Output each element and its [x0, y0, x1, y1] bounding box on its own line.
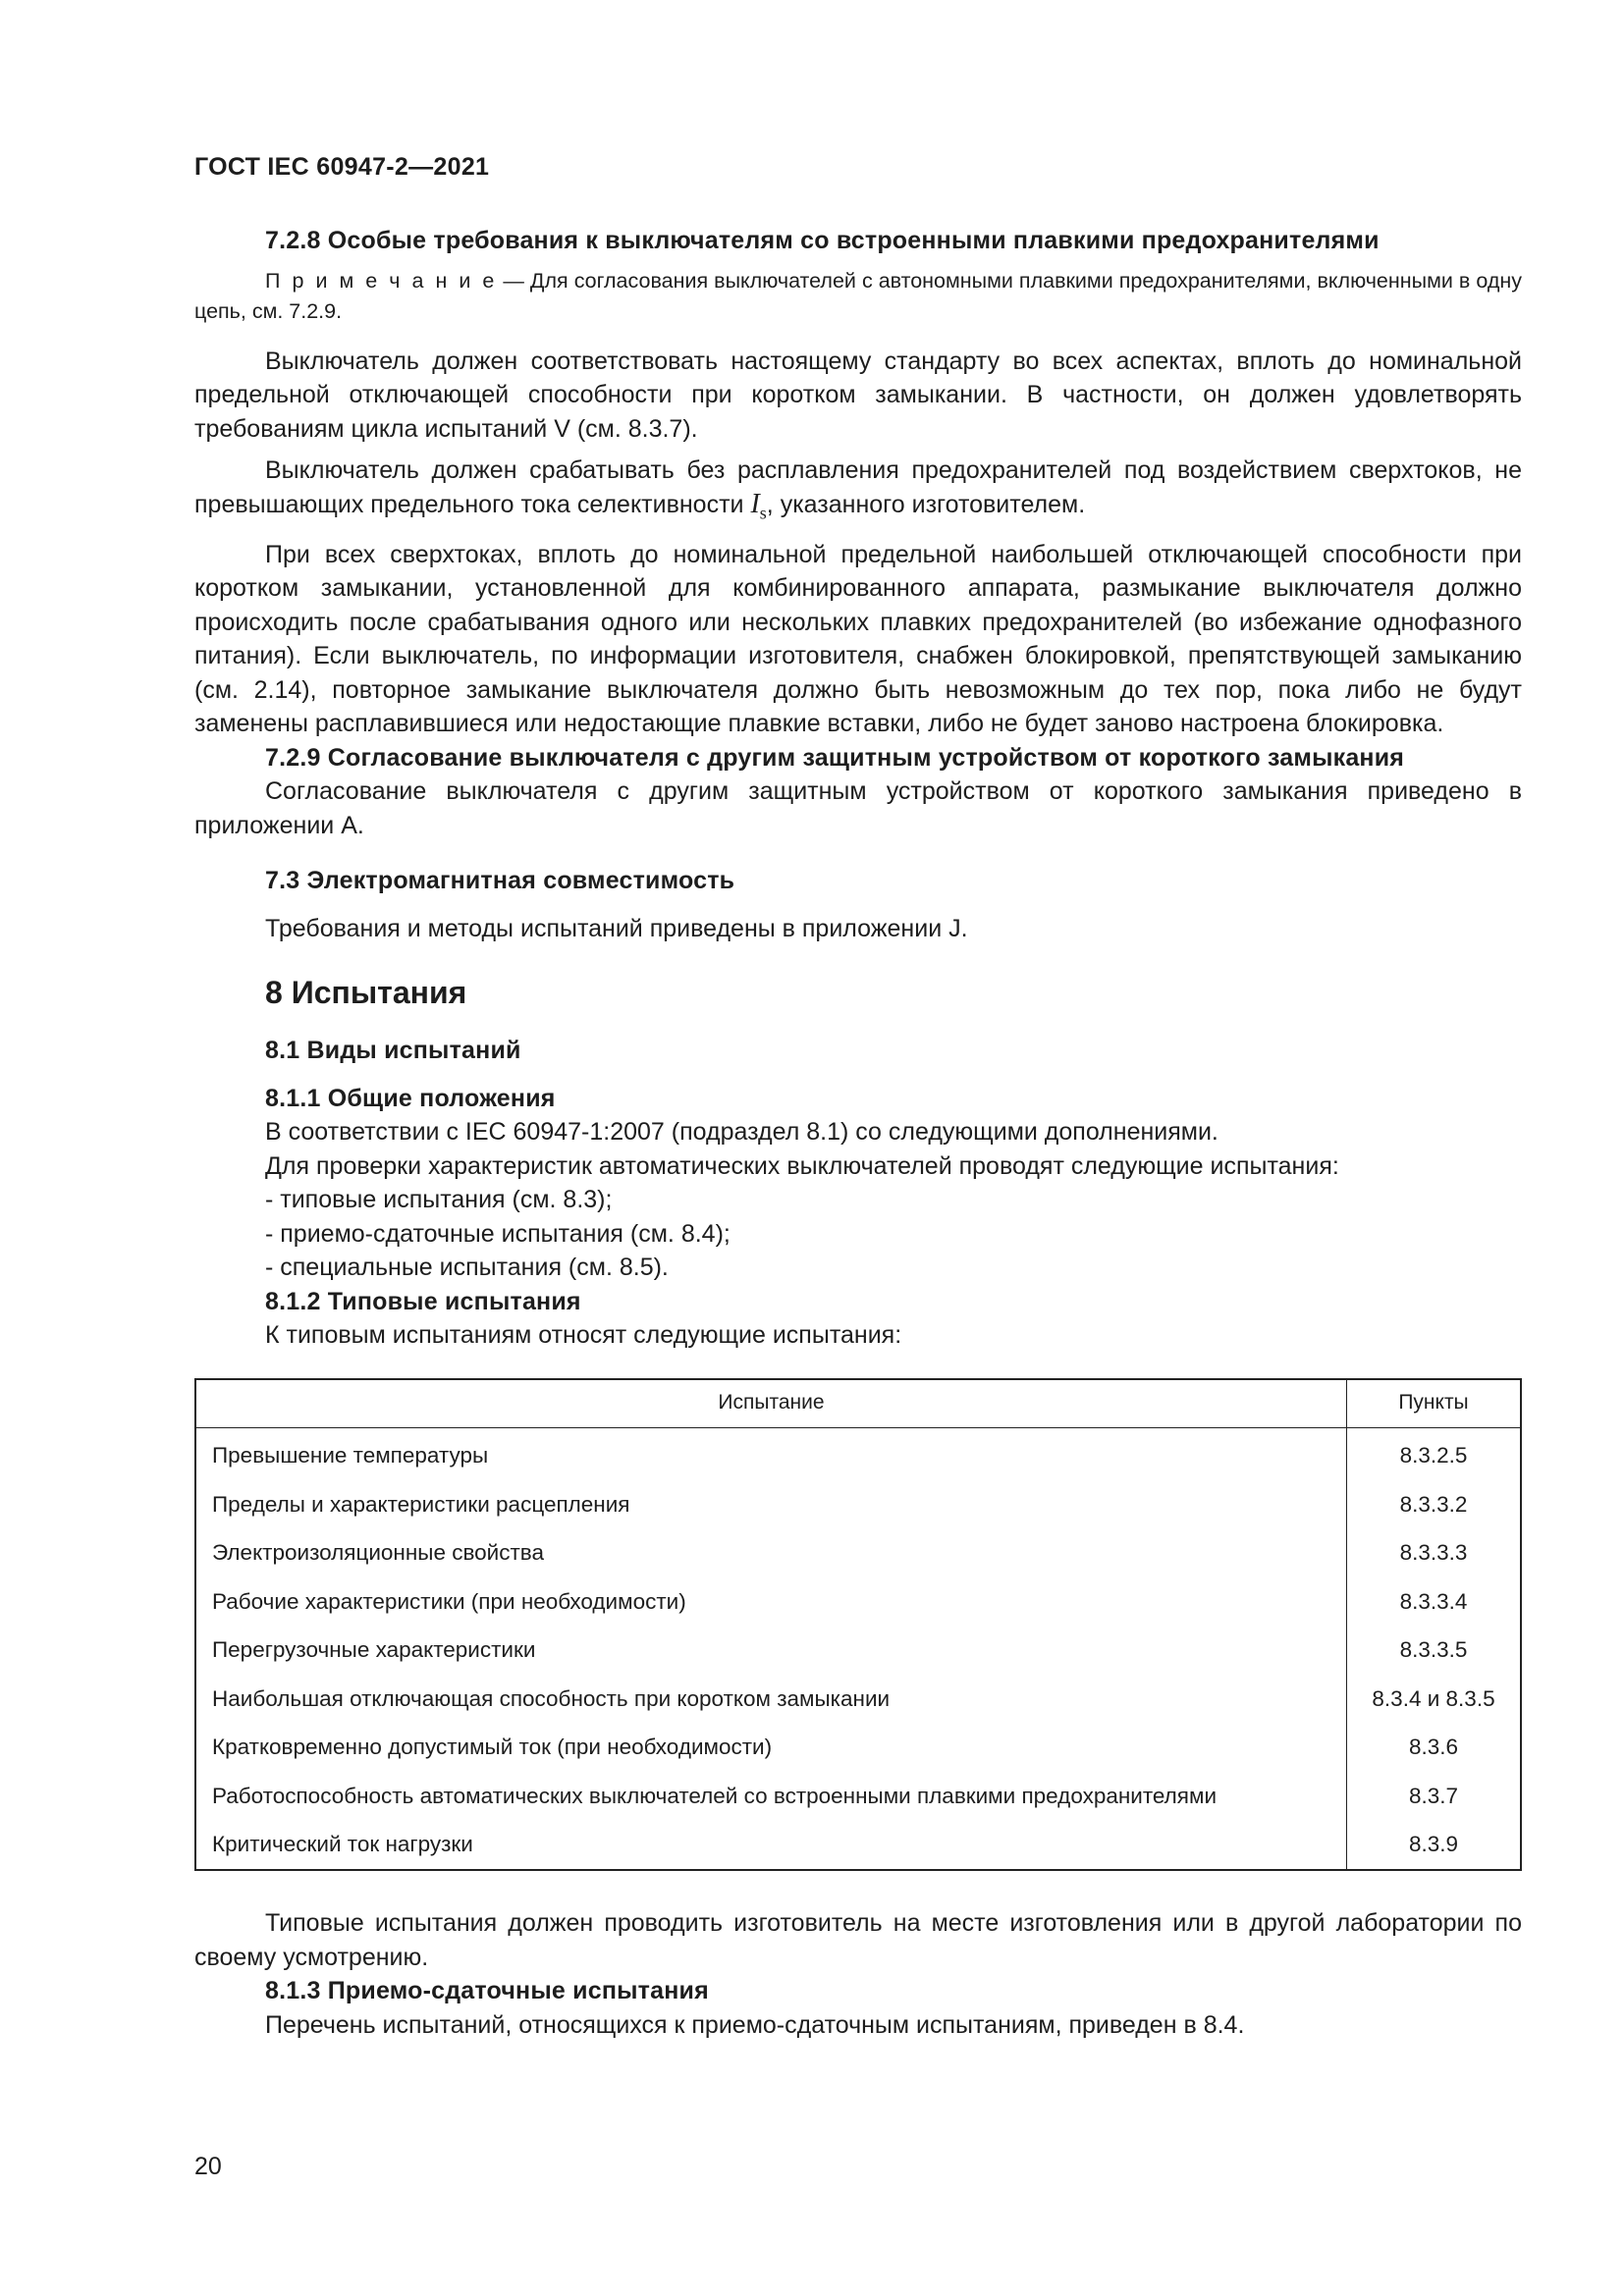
table-header-row: [195, 1379, 1521, 1428]
list-item: - приемо-сдаточные испытания (см. 8.4);: [265, 1219, 731, 1248]
paragraph: Согласование выключателя с другим защитным устройством от короткого замыкания приведено в приложении А.: [194, 777, 1522, 839]
note-text: — Для согласования выключателей с автономными плавкими предохранителями, включенными в одну цепь, см. 7.2.9.: [194, 268, 1522, 323]
heading-8-1-3: 8.1.3 Приемо-сдаточные испытания: [265, 1977, 709, 2005]
heading-8: 8 Испытания: [265, 975, 467, 1011]
paragraph: К типовым испытаниям относят следующие испытания:: [265, 1321, 902, 1350]
heading-7-3: 7.3 Электромагнитная совместимость: [265, 867, 735, 895]
page-number: 20: [194, 2153, 222, 2180]
paragraph: При всех сверхтоках, вплоть до номинальной предельной наибольшей отключающей способности при коротком замыкании, установленной для комбинированного аппарата, размыкание выключателя должно происходить после срабатывания одного или нескольких плавких предохранителей (во избежание однофазного питания). Если выключатель, по информации изготовителя, снабжен блокировкой, препятствующей замыканию (см. 2.14), повторное замыкание выключателя должно быть невозможным до тех пор, пока либо не будут заменены расплавившиеся или недостающие плавкие вставки, либо не будет заново настроена блокировка.: [194, 540, 1522, 738]
running-header: ГОСТ IEC 60947-2—2021: [194, 153, 490, 181]
heading-8-1-2: 8.1.2 Типовые испытания: [265, 1287, 581, 1315]
table-row: [195, 1821, 1521, 1871]
paragraph-selectivity: Выключатель должен срабатывать без расплавления предохранителей под воздействием сверхтоков, не превышающих предельного тока селективности $I_s$, указанного изготовителем.: [194, 456, 1522, 523]
paragraph: Для проверки характеристик автоматических выключателей проводят следующие испытания:: [265, 1151, 1339, 1180]
table-row: [195, 1675, 1521, 1724]
paragraph: В соответствии с IEC 60947-1:2007 (подраздел 8.1) со следующими дополнениями.: [265, 1118, 1218, 1147]
column-header-clauses: Пункты: [1347, 1379, 1522, 1428]
heading-7-2-9: 7.2.9 Согласование выключателя с другим защитным устройством от короткого замыкания: [265, 743, 1405, 772]
column-header-test: Испытание: [195, 1379, 1347, 1428]
table-row: [195, 1724, 1521, 1773]
cell-clause: 8.3.3.3: [1399, 1540, 1468, 1566]
cell-test: Критический ток нагрузки: [195, 1821, 1347, 1871]
paragraph: Выключатель должен соответствовать настоящему стандарту во всех аспектах, вплоть до номинальной предельной отключающей способности при коротком замыкании. В частности, он должен удовлетворять требованиям цикла испытаний V (см. 8.3.7).: [194, 347, 1522, 443]
paragraph: Требования и методы испытаний приведены в приложении J.: [265, 914, 968, 942]
cell-test: Пределы и характеристики расцепления: [195, 1480, 1347, 1529]
table-row: [195, 1529, 1521, 1578]
table-row: [195, 1427, 1521, 1480]
cell-clause: 8.3.6: [1408, 1735, 1459, 1760]
paragraph: Перечень испытаний, относящихся к приемо-сдаточным испытаниям, приведен в 8.4.: [265, 2010, 1245, 2039]
cell-test: Электроизоляционные свойства: [195, 1529, 1347, 1578]
paragraph: Типовые испытания должен проводить изготовитель на месте изготовления или в другой лаборатории по своему усмотрению.: [194, 1909, 1522, 1971]
page-body: [194, 224, 1522, 2042]
cell-clause: 8.3.4 и 8.3.5: [1372, 1685, 1495, 1711]
cell-clause: 8.3.3.5: [1399, 1637, 1468, 1663]
cell-test: Перегрузочные характеристики: [195, 1627, 1347, 1676]
cell-test: Рабочие характеристики (при необходимости): [195, 1577, 1347, 1627]
heading-8-1: 8.1 Виды испытаний: [265, 1037, 521, 1065]
table-row: [195, 1577, 1521, 1627]
list-item: - специальные испытания (см. 8.5).: [265, 1254, 669, 1282]
note-label: П р и м е ч а н и е: [265, 268, 498, 293]
table-row: [195, 1772, 1521, 1821]
cell-clause: 8.3.3.2: [1399, 1491, 1468, 1517]
type-tests-table: [194, 1378, 1522, 1872]
table-row: [195, 1480, 1521, 1529]
selectivity-current-symbol: $I_s$: [750, 488, 767, 523]
cell-test: Кратковременно допустимый ток (при необходимости): [195, 1724, 1347, 1773]
cell-clause: 8.3.2.5: [1399, 1443, 1468, 1468]
cell-test: Наибольшая отключающая способность при коротком замыкании: [195, 1675, 1347, 1724]
list-item: - типовые испытания (см. 8.3);: [265, 1186, 613, 1214]
cell-clause: 8.3.3.4: [1399, 1588, 1468, 1614]
cell-test: Превышение температуры: [195, 1427, 1347, 1480]
note: [194, 266, 1522, 327]
cell-clause: 8.3.7: [1408, 1783, 1459, 1808]
heading-7-2-8: 7.2.8 Особые требования к выключателям со встроенными плавкими предохранителями: [265, 227, 1380, 254]
table-row: [195, 1627, 1521, 1676]
cell-test: Работоспособность автоматических выключателей со встроенными плавкими предохранителями: [195, 1772, 1347, 1821]
cell-clause: 8.3.9: [1408, 1832, 1459, 1857]
heading-8-1-1: 8.1.1 Общие положения: [265, 1084, 556, 1112]
